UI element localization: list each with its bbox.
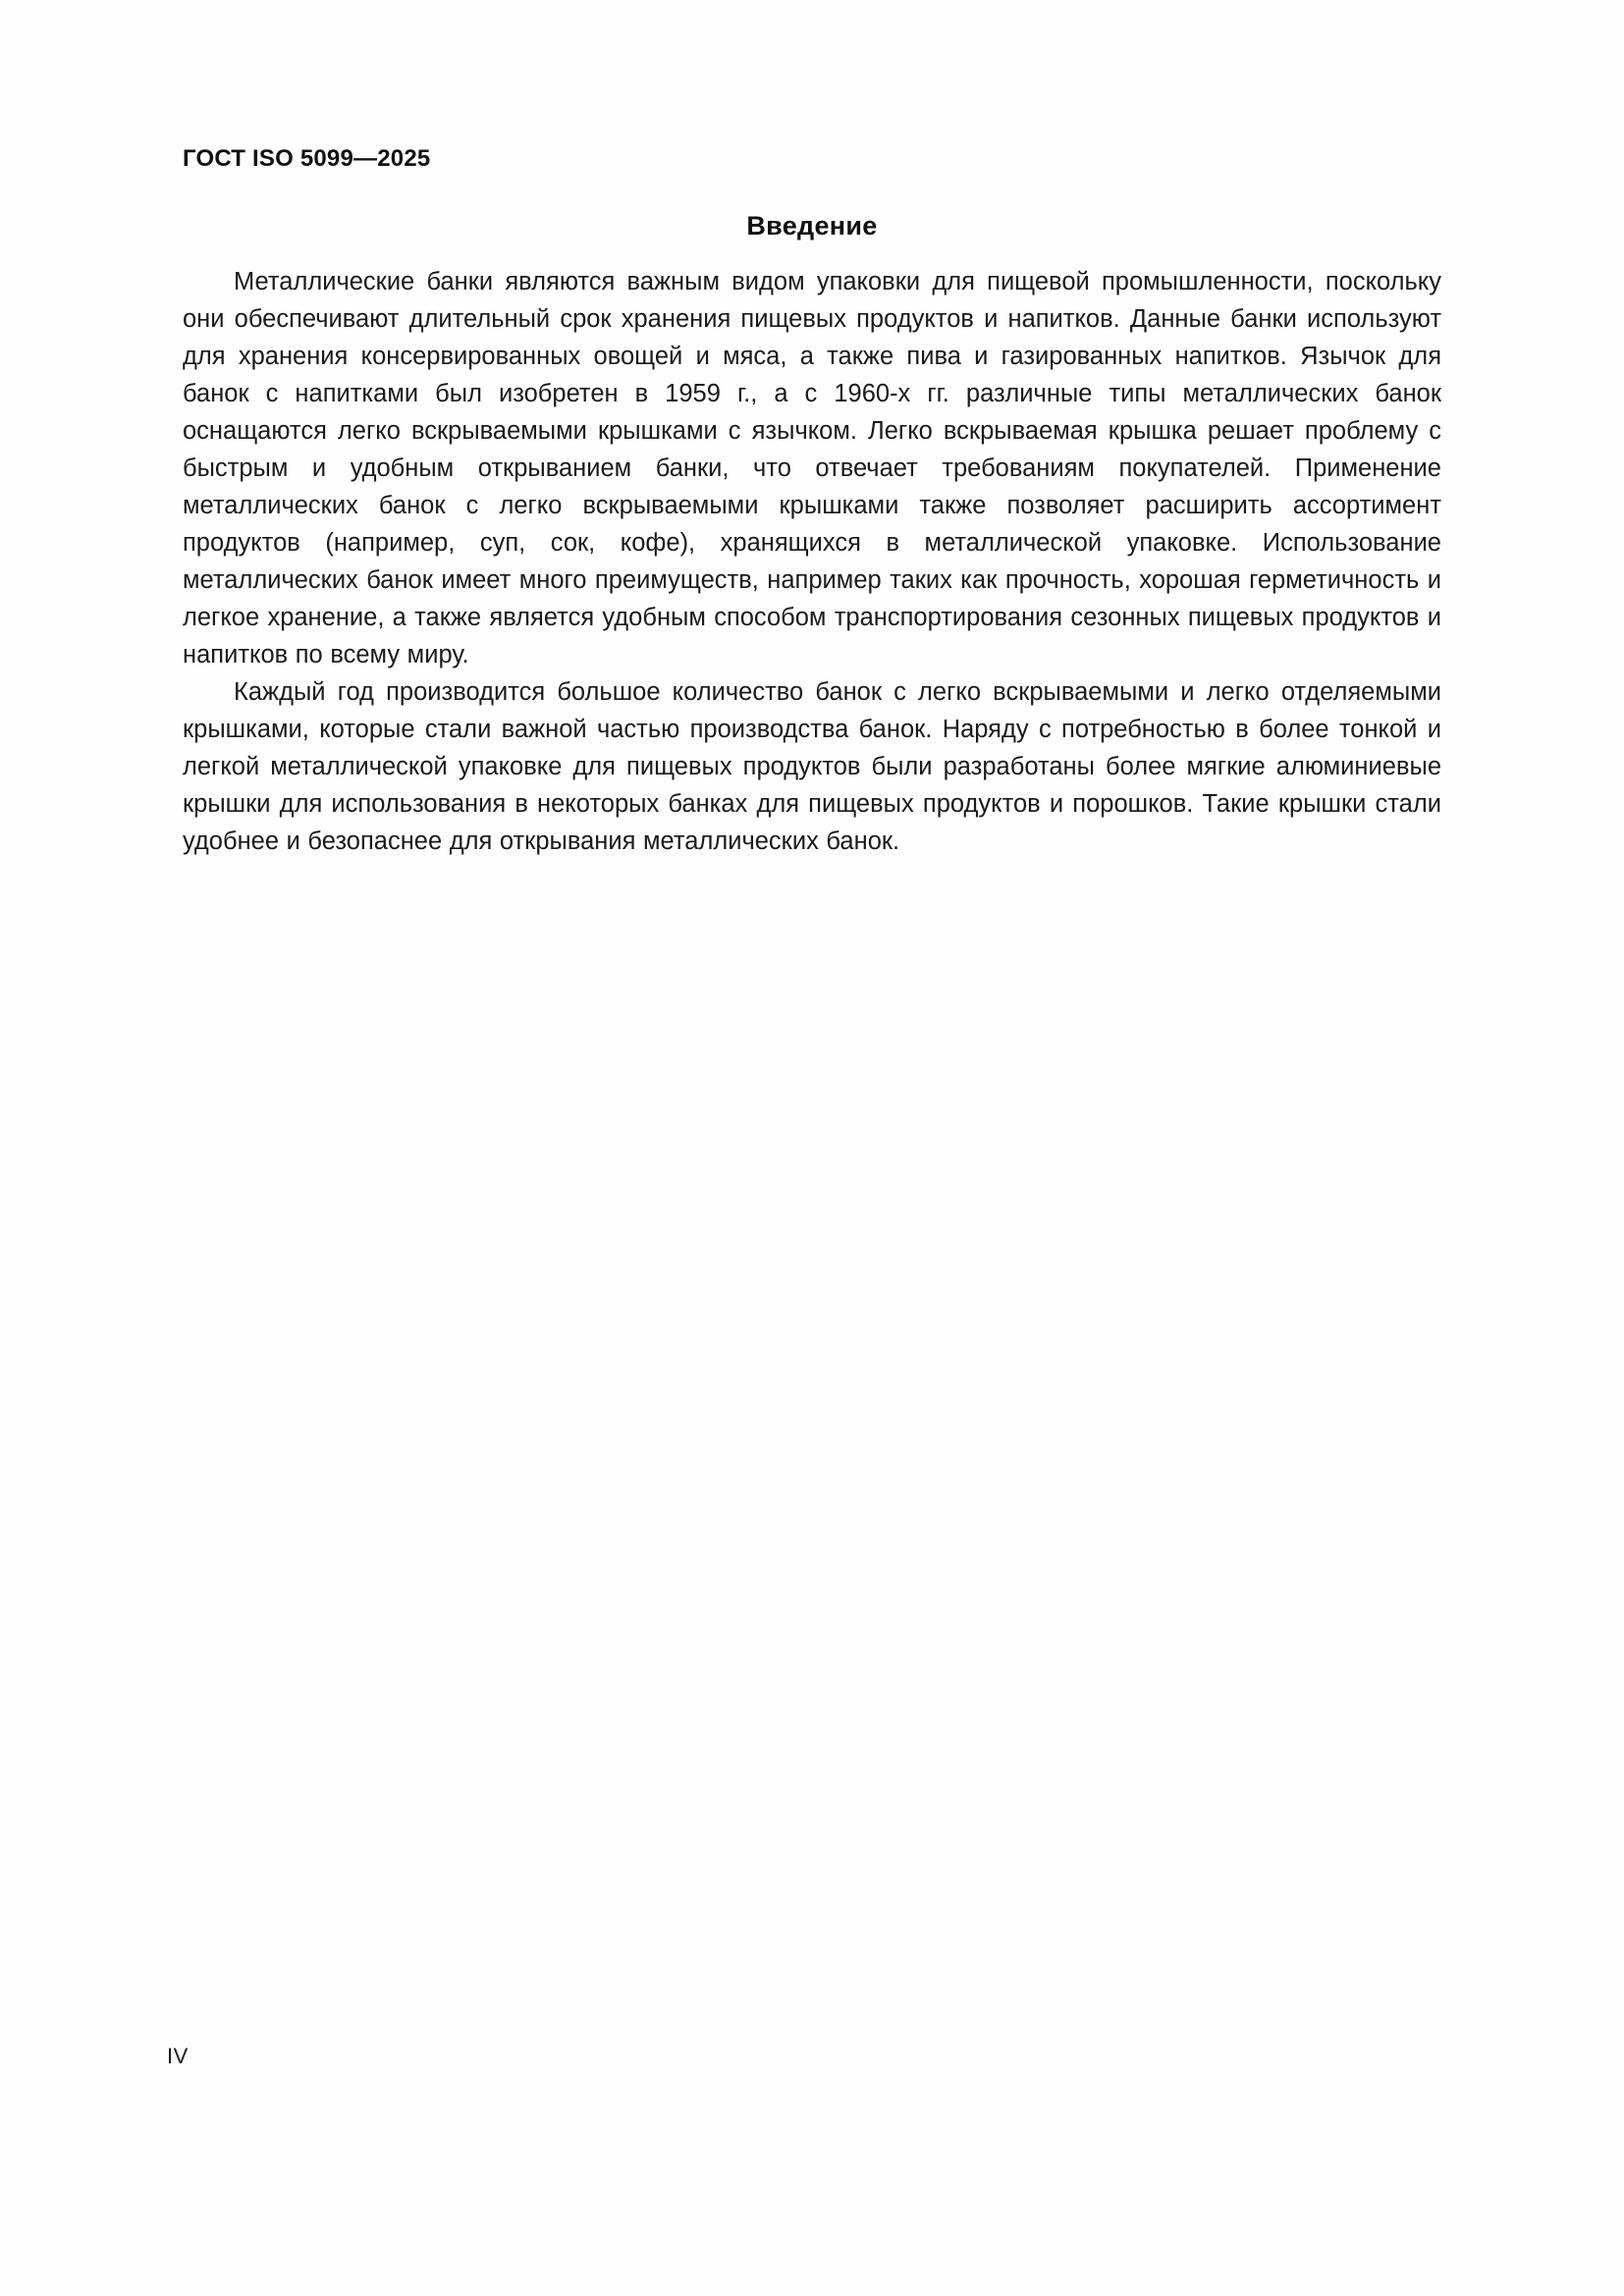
paragraph [183,673,1441,860]
page-number: IV [167,2044,189,2068]
document-standard-id: ГОСТ ISO 5099—2025 [183,145,431,172]
paragraph-text: Металлические банки являются важным видом упаковки для пищевой промышленности, поскольку они обеспечивают длительный срок хранения пищевых продуктов и напитков. Данные банки используют для хранения консервированных овощей и мяса, а также пива и газированных напитков. Язычок для банок с напитками был изобретен в 1959 г., а с 1960-х гг. различные типы металлических банок оснащаются легко вскрываемыми крышками с язычком. Легко вскрываемая крышка решает проблему с быстрым и удобным открыванием банки, что отвечает требованиям покупателей. Применение металлических банок с легко вскрываемыми крышками также позволяет расширить ассортимент продуктов (например, суп, сок, кофе), хранящихся в металлической упаковке. Использование металлических банок имеет много преимуществ, например таких как прочность, хорошая герметичность и легкое хранение, а также является удобным способом транспортирования сезонных пищевых продуктов и напитков по всему миру. [183,268,1441,668]
paragraph [183,263,1441,673]
paragraph-text: Каждый год производится большое количество банок с легко вскрываемыми и легко отделяемыми крышками, которые стали важной частью производства банок. Наряду с потребностью в более тонкой и легкой металлической упаковке для пищевых продуктов были разработаны более мягкие алюминиевые крышки для использования в некоторых банках для пищевых продуктов и порошков. Такие крышки стали удобнее и безопаснее для открывания металлических банок. [183,678,1441,855]
document-body [183,211,1441,860]
section-title: Введение [746,211,878,240]
